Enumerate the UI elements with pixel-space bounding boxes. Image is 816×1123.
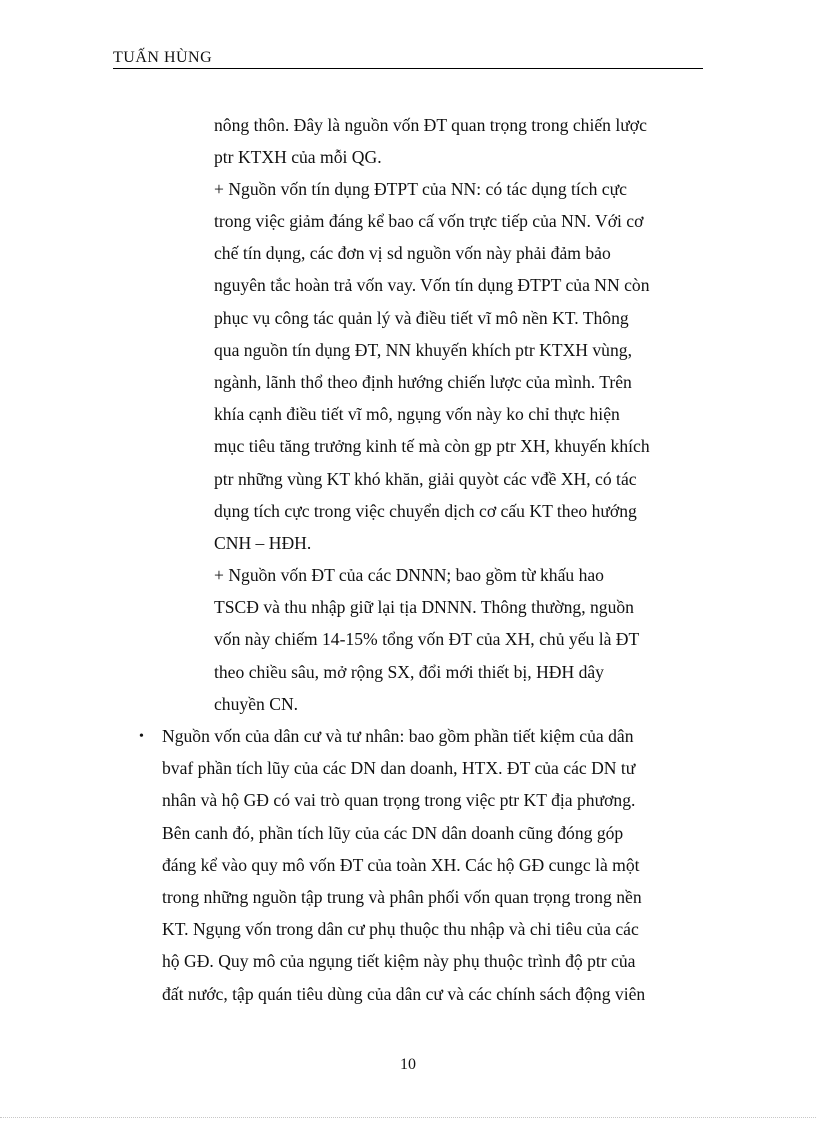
text-line: + Nguồn vốn tín dụng ĐTPT của NN: có tác dụng tích cực: [214, 179, 627, 199]
bullet-text-line: nhân và hộ GĐ có vai trò quan trọng trong việc ptr KT địa phương.: [162, 790, 636, 810]
bullet-marker: •: [139, 729, 144, 744]
text-line: trong việc giảm đáng kể bao cấ vốn trực tiếp của NN. Với cơ: [214, 211, 644, 231]
text-line: nông thôn. Đây là nguồn vốn ĐT quan trọng trong chiến lược: [214, 115, 647, 135]
text-line: dụng tích cực trong việc chuyển dịch cơ cấu KT theo hướng: [214, 501, 637, 521]
bullet-text-line: Nguồn vốn của dân cư và tư nhân: bao gồm phần tiết kiệm của dân: [162, 726, 634, 746]
text-line: vốn này chiếm 14-15% tổng vốn ĐT của XH, chủ yếu là ĐT: [214, 629, 640, 649]
text-line: qua nguồn tín dụng ĐT, NN khuyến khích ptr KTXH vùng,: [214, 340, 632, 360]
text-line: theo chiều sâu, mở rộng SX, đổi mới thiết bị, HĐH dây: [214, 662, 604, 682]
text-line: + Nguồn vốn ĐT của các DNNN; bao gồm từ khấu hao: [214, 565, 604, 585]
page-bottom-divider: [0, 1117, 816, 1118]
text-line: TSCĐ và thu nhập giữ lại tịa DNNN. Thông thường, nguồn: [214, 597, 634, 617]
text-line: khía cạnh điều tiết vĩ mô, ngụng vốn này ko chỉ thực hiện: [214, 404, 620, 424]
bullet-text-line: đất nước, tập quán tiêu dùng của dân cư và các chính sách động viên: [162, 984, 646, 1004]
text-line: CNH – HĐH.: [214, 533, 312, 553]
bullet-text-line: bvaf phần tích lũy của các DN dan doanh, HTX. ĐT của các DN tư: [162, 758, 636, 778]
bullet-text-line: trong những nguồn tập trung và phân phối vốn quan trọng trong nền: [162, 887, 642, 907]
text-line: ptr KTXH của mỗi QG.: [214, 147, 382, 167]
bullet-text-line: KT. Ngụng vốn trong dân cư phụ thuộc thu nhập và chi tiêu của các: [162, 919, 639, 939]
bullet-text-line: đáng kể vào quy mô vốn ĐT của toàn XH. Các hộ GĐ cungc là một: [162, 855, 640, 875]
text-line: ptr những vùng KT khó khăn, giải quyòt các vđề XH, có tác: [214, 469, 637, 489]
bullet-text-line: hộ GĐ. Quy mô của ngụng tiết kiệm này phụ thuộc trình độ ptr của: [162, 951, 636, 971]
page-number: 10: [400, 1056, 416, 1073]
text-line: ngành, lãnh thổ theo định hướng chiến lược của mình. Trên: [214, 372, 632, 392]
text-line: chuyền CN.: [214, 694, 299, 714]
text-line: phục vụ công tác quản lý và điều tiết vĩ mô nền KT. Thông: [214, 308, 629, 328]
text-line: nguyên tắc hoàn trả vốn vay. Vốn tín dụng ĐTPT của NN còn: [214, 275, 650, 295]
header-title: TUẤN HÙNG: [113, 49, 213, 66]
header-rule: [113, 68, 703, 69]
text-line: mục tiêu tăng trưởng kinh tế mà còn gp ptr XH, khuyến khích: [214, 436, 650, 456]
text-line: chế tín dụng, các đơn vị sd nguồn vốn này phải đảm bảo: [214, 243, 611, 263]
bullet-text-line: Bên canh đó, phần tích lũy của các DN dân doanh cũng đóng góp: [162, 823, 624, 843]
